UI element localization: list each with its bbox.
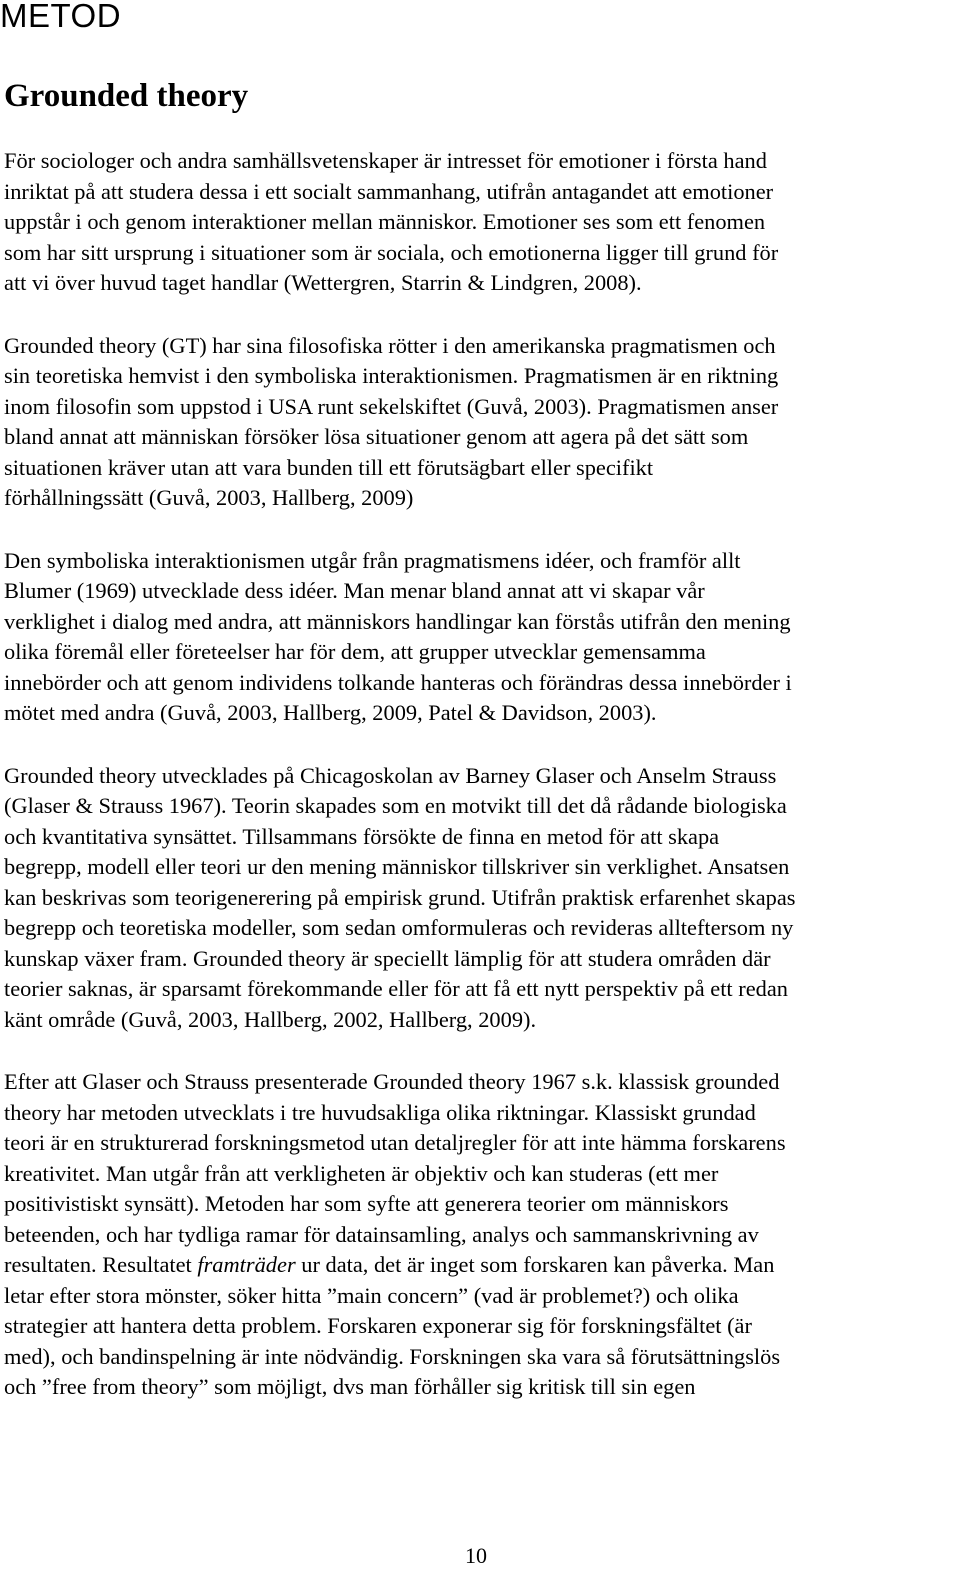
text-line: situationen kräver utan att vara bunden till ett förutsägbart eller specifikt xyxy=(4,454,654,480)
text-line: letar efter stora mönster, söker hitta ”main concern” (vad är problemet?) och olika xyxy=(4,1282,739,1308)
paragraph-5 xyxy=(4,1067,954,1403)
text-line: olika föremål eller företeelser har för dem, att grupper utvecklar gemensamma xyxy=(4,639,706,664)
text-line: Efter att Glaser och Strauss presenterade Grounded theory 1967 s.k. klassisk grounded xyxy=(4,1069,780,1094)
text-line: theory har metoden utvecklats i tre huvudsakliga olika riktningar. Klassiskt grundad xyxy=(4,1099,756,1125)
text-line: Den symboliska interaktionismen utgår från pragmatismens idéer, och framför allt xyxy=(4,547,741,573)
text-line: bland annat att människan försöker lösa situationer genom att agera på det sätt som xyxy=(4,424,749,449)
text-line: Blumer (1969) utvecklade dess idéer. Man menar bland annat att vi skapar vår xyxy=(4,578,705,603)
text-line: teori är en strukturerad forskningsmetod utan detaljregler för att inte hämma forskarens xyxy=(4,1130,786,1155)
text-line: med), och bandinspelning är inte nödvändig. Forskningen ska vara så förutsättningslös xyxy=(4,1343,781,1369)
text-line-with-emphasis xyxy=(4,1250,954,1281)
text-line: att vi över huvud taget handlar (Wettergren, Starrin & Lindgren, 2008). xyxy=(4,270,642,295)
text-line: kunskap växer fram. Grounded theory är speciellt lämplig för att studera områden där xyxy=(4,945,771,971)
text-line: och kvantitativa synsättet. Tillsammans försökte de finna en metod för att skapa xyxy=(4,823,720,849)
text-line: uppstår i och genom interaktioner mellan människor. Emotioner ses som ett fenomen xyxy=(4,209,766,234)
text-line: som har sitt ursprung i situationer som är sociala, och emotionerna ligger till grund för xyxy=(4,239,779,265)
page-number: 10 xyxy=(465,1543,487,1568)
text-line: positivistiskt synsätt). Metoden har som syfte att generera teorier om människors xyxy=(4,1191,729,1216)
paragraph-3 xyxy=(4,546,954,729)
text-line: Grounded theory utvecklades på Chicagoskolan av Barney Glaser och Anselm Strauss xyxy=(4,762,777,788)
paragraph-2 xyxy=(4,331,954,514)
text-line: beteenden, och har tydliga ramar för datainsamling, analys och sammanskrivning av xyxy=(4,1221,759,1247)
text-line: För sociologer och andra samhällsvetenskaper är intresset för emotioner i första hand xyxy=(4,148,767,173)
text-line: begrepp, modell eller teori ur den mening människor tillskriver sin verklighet. Ansatsen xyxy=(4,854,790,879)
heading-grounded-theory: Grounded theory xyxy=(4,78,249,114)
text-line: inom filosofin som uppstod i USA runt sekelskiftet (Guvå, 2003). Pragmatismen anser xyxy=(4,393,779,419)
text-line: strategier att hantera detta problem. Forskaren exponerar sig för forskningsfältet (är xyxy=(4,1313,752,1338)
text-line: sin teoretiska hemvist i den symboliska interaktionismen. Pragmatismen är en riktning xyxy=(4,363,779,388)
text-line: (Glaser & Strauss 1967). Teorin skapades som en motvikt till det då rådande biologiska xyxy=(4,793,787,818)
text-line: kan beskrivas som teorigenerering på empirisk grund. Utifrån praktisk erfarenhet skapas xyxy=(4,884,796,910)
paragraph-1 xyxy=(4,146,954,299)
body-text xyxy=(4,146,954,1435)
paragraph-4 xyxy=(4,761,954,1036)
text-line: känt område (Guvå, 2003, Hallberg, 2002, Hallberg, 2009). xyxy=(4,1006,537,1032)
text-line: teorier saknas, är sparsamt förekommande eller för att få ett nytt perspektiv på ett redan xyxy=(4,976,788,1001)
text-segment: resultaten. Resultatet xyxy=(4,1252,198,1277)
text-line: förhållningssätt (Guvå, 2003, Hallberg, 2009) xyxy=(4,485,414,510)
section-title: METOD xyxy=(0,0,122,34)
text-line: kreativitet. Man utgår från att verkligheten är objektiv och kan studeras (ett mer xyxy=(4,1160,719,1186)
text-line: och ”free from theory” som möjligt, dvs man förhåller sig kritisk till sin egen xyxy=(4,1374,696,1399)
text-line: mötet med andra (Guvå, 2003, Hallberg, 2009, Patel & Davidson, 2003). xyxy=(4,700,657,725)
text-line: begrepp och teoretiska modeller, som sedan omformuleras och revideras allteftersom ny xyxy=(4,915,794,940)
text-line: verklighet i dialog med andra, att människors handlingar kan förstås utifrån den mening xyxy=(4,608,791,634)
text-line: innebörder och att genom individens tolkande hanteras och förändras dessa innebörder i xyxy=(4,669,792,695)
text-line: inriktat på att studera dessa i ett socialt sammanhang, utifrån antagandet att emotioner xyxy=(4,178,774,204)
text-line: Grounded theory (GT) har sina filosofiska rötter i den amerikanska pragmatismen och xyxy=(4,332,776,358)
emphasized-word: framträder xyxy=(197,1252,296,1277)
text-segment: ur data, det är inget som forskaren kan påverka. Man xyxy=(295,1252,775,1277)
